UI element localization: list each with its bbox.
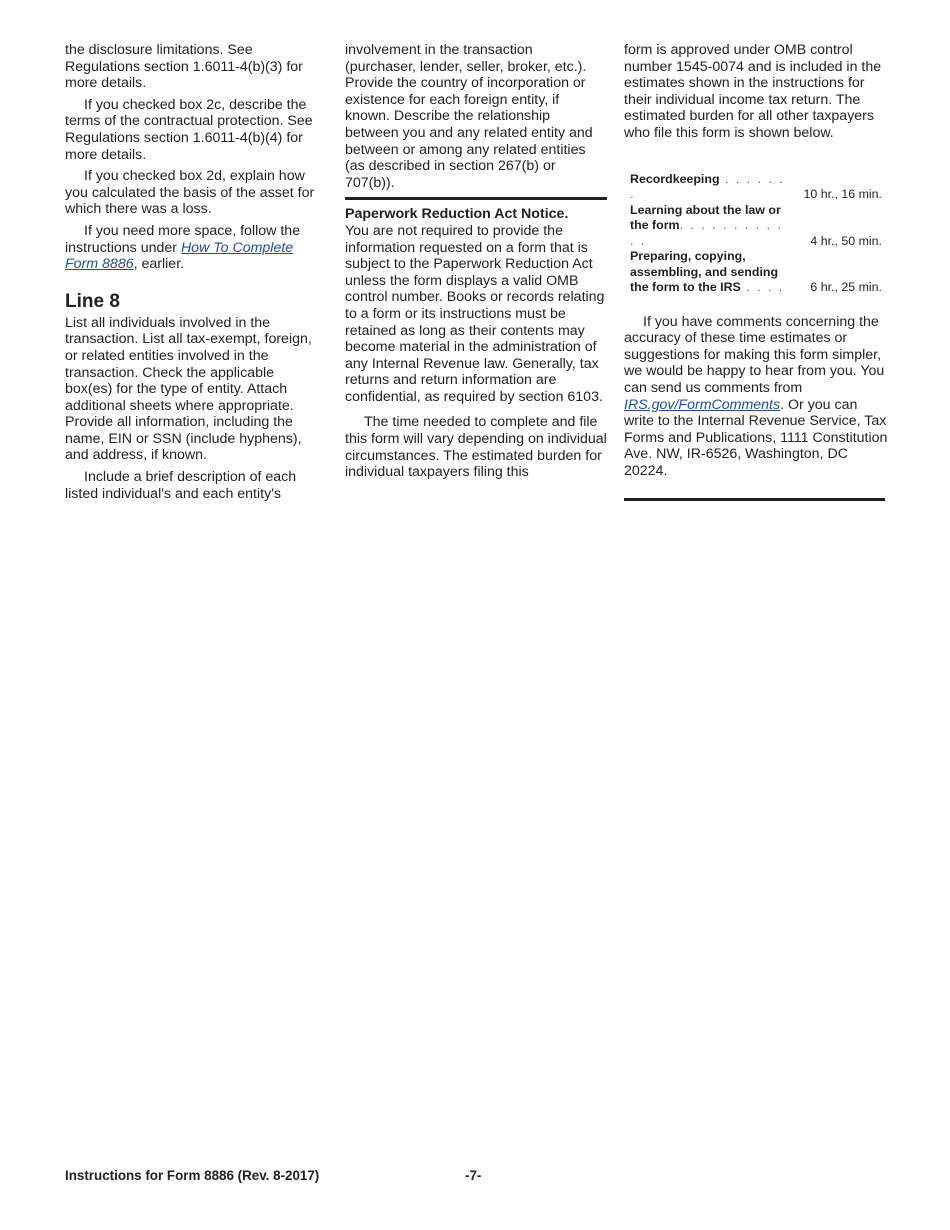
column-3 (624, 42, 888, 501)
dot-leader: . . . . (740, 280, 785, 295)
burden-label (624, 280, 797, 296)
column-2 (345, 42, 607, 486)
burden-label-text: Learning about the law or (630, 202, 781, 217)
footer-title: Instructions for Form 8886 (Rev. 8-2017) (65, 1168, 320, 1183)
burden-row (624, 172, 888, 203)
text: If you need more space, follow the instructions under (65, 222, 301, 256)
text: If you have comments concerning the accuracy of these time estimates or suggestions for making this form simpler, we would be happy to hear from you. You can send us comments from (624, 313, 885, 396)
burden-value (797, 249, 888, 265)
burden-label-text: the form to the IRS (630, 280, 741, 295)
text: . Or you can write to the Internal Revenue Service, Tax Forms and Publications, 1111 Constitution Ave. NW, IR-6526, Washington, DC 20224. (624, 396, 888, 479)
burden-value (797, 265, 888, 281)
dot-leader: . . . . . . . (630, 171, 785, 202)
notice-body: You are not required to provide the information requested on a form that is subject to the Paperwork Reduction Act unless the form displays a valid OMB control number. Books or records relating to a form or its instructions must be retained as long as their contents may become material in the administration of any Internal Revenue law. Generally, tax returns and return information are confidential, as required by section 6103. (345, 222, 605, 405)
page-number: -7- (465, 1168, 482, 1183)
paragraph: If you checked box 2d, explain how you calculated the basis of the asset for which there was a loss. (65, 168, 315, 218)
burden-label (624, 203, 797, 219)
paragraph: If you checked box 2c, describe the terms of the contractual protection. See Regulations section 1.6011-4(b)(4) for more details. (65, 96, 313, 163)
burden-label-text: Recordkeeping (630, 171, 720, 186)
burden-label (624, 218, 797, 249)
paperwork-notice (345, 206, 607, 405)
paragraph: The time needed to complete and file this form will vary depending on individual circumstances. The estimated burden for individual taxpayers filing this (345, 414, 607, 481)
burden-label-text: the form (630, 218, 680, 233)
text: , earlier. (133, 256, 185, 273)
burden-row (624, 265, 888, 281)
column-1 (65, 42, 323, 507)
how-to-complete-link[interactable]: How To Complete Form 8886 (65, 239, 294, 273)
burden-row (624, 203, 888, 219)
burden-label-text: assembling, and sending (630, 264, 779, 279)
burden-label-text: Preparing, copying, (630, 249, 746, 264)
burden-row (624, 280, 888, 296)
section-heading-line-8: Line 8 (65, 290, 120, 312)
notice-title: Paperwork Reduction Act Notice. (345, 206, 569, 223)
burden-value (797, 203, 888, 219)
end-divider (624, 498, 885, 501)
burden-label (624, 265, 797, 281)
burden-label (624, 249, 797, 265)
section-divider (345, 197, 607, 200)
burden-label (624, 172, 797, 203)
paragraph (65, 223, 323, 273)
form-comments-link[interactable]: IRS.gov/FormComments (624, 396, 781, 413)
paragraph: Include a brief description of each listed individual's and each entity's (65, 469, 297, 502)
burden-value: 6 hr., 25 min. (810, 280, 882, 295)
burden-row (624, 218, 888, 249)
dot-leader: . . . . . . . . . . . . (630, 218, 783, 248)
paragraph: List all individuals involved in the transaction. List all tax-exempt, foreign, or related entities involved in the transaction. Check the applicable box(es) for the type of entity. Attach additional sheets where appropriate. Provide all information, including the name, EIN or SSN (include hyphens), and address, if known. (65, 314, 312, 464)
paragraph: involvement in the transaction (purchaser, lender, seller, broker, etc.). Provide the country of incorporation or existence for each foreign entity, if known. Describe the relationship between you and any related entity and between or among any related entities (as described in section 267(b) or 707(b)). (345, 42, 593, 191)
burden-value: 10 hr., 16 min. (803, 187, 882, 202)
burden-value: 4 hr., 50 min. (810, 233, 882, 248)
paragraph: form is approved under OMB control number 1545-0074 and is included in the estimates shown in the instructions for their individual income tax return. The estimated burden for all other taxpayers who file this form is shown below. (624, 42, 882, 141)
paragraph: the disclosure limitations. See Regulations section 1.6011-4(b)(3) for more details. (65, 42, 303, 92)
burden-row (624, 249, 888, 265)
burden-table (624, 172, 888, 296)
paragraph (624, 314, 888, 480)
